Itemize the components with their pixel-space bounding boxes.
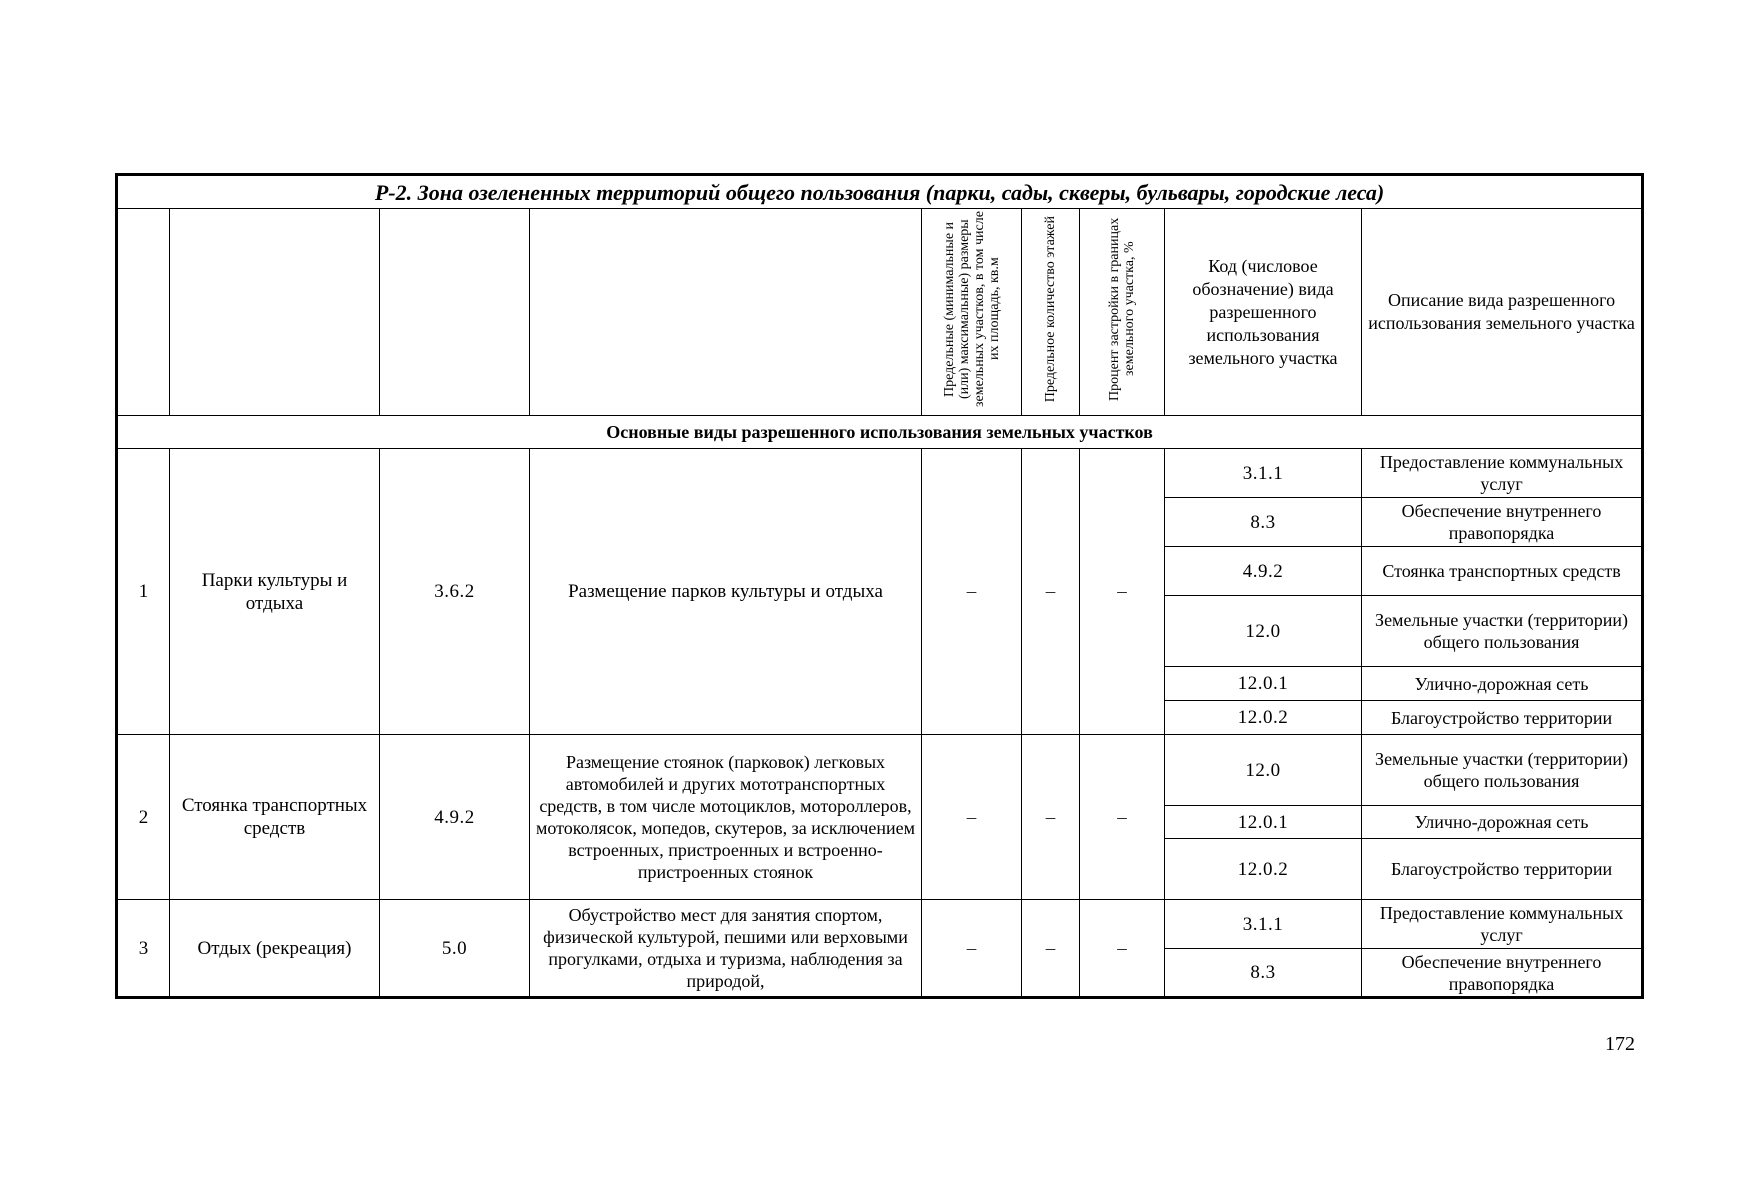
sub-code: 12.0 — [1165, 735, 1362, 806]
row-number: 1 — [117, 449, 170, 735]
row-code: 5.0 — [380, 900, 530, 998]
sub-code: 3.1.1 — [1165, 449, 1362, 498]
sub-description: Предоставление коммунальных услуг — [1362, 900, 1643, 949]
sub-code: 8.3 — [1165, 949, 1362, 998]
sub-description: Предоставление коммунальных услуг — [1362, 449, 1643, 498]
sub-code: 12.0 — [1165, 596, 1362, 667]
header-floors-limit: Предельное количество этажей — [1022, 209, 1080, 416]
sub-description: Улично-дорожная сеть — [1362, 667, 1643, 701]
header-empty-num — [117, 209, 170, 416]
row-code: 4.9.2 — [380, 735, 530, 900]
page-number: 172 — [1605, 1033, 1635, 1055]
header-empty-code — [380, 209, 530, 416]
table-row — [117, 735, 1643, 806]
header-use-description: Описание вида разрешенного использования земельного участка — [1362, 209, 1643, 416]
sub-code: 12.0.2 — [1165, 701, 1362, 735]
row-percent: – — [1080, 900, 1165, 998]
row-floors: – — [1022, 900, 1080, 998]
sub-description: Обеспечение внутреннего правопорядка — [1362, 949, 1643, 998]
row-number: 3 — [117, 900, 170, 998]
sub-code: 8.3 — [1165, 498, 1362, 547]
sub-description: Благоустройство территории — [1362, 839, 1643, 900]
row-floors: – — [1022, 449, 1080, 735]
table-title: Р-2. Зона озелененных территорий общего пользования (парки, сады, скверы, бульвары, городские леса) — [117, 175, 1643, 209]
sub-code: 4.9.2 — [1165, 547, 1362, 596]
row-area: – — [922, 735, 1022, 900]
row-description: Обустройство мест для занятия спортом, физической культурой, пешими или верховыми прогулками, отдыха и туризма, наблюдения за природой, — [530, 900, 922, 998]
row-description: Размещение стоянок (парковок) легковых автомобилей и других мототранспортных средств, в том числе мотоциклов, мотороллеров, мотоколясок, мопедов, скутеров, за исключением встроенных, пристроенных и встроенно-пристроенных стоянок — [530, 735, 922, 900]
row-description: Размещение парков культуры и отдыха — [530, 449, 922, 735]
sub-code: 3.1.1 — [1165, 900, 1362, 949]
zone-table-container — [115, 173, 1641, 999]
sub-description: Благоустройство территории — [1362, 701, 1643, 735]
table-row — [117, 900, 1643, 949]
sub-code: 12.0.1 — [1165, 806, 1362, 839]
sub-code: 12.0.1 — [1165, 667, 1362, 701]
header-empty-description — [530, 209, 922, 416]
header-area-limits: Предельные (минимальные и (или) максимальные) размеры земельных участков, в том числе их площадь, кв.м — [922, 209, 1022, 416]
sub-description: Улично-дорожная сеть — [1362, 806, 1643, 839]
row-area: – — [922, 449, 1022, 735]
header-row — [117, 209, 1643, 416]
row-floors: – — [1022, 735, 1080, 900]
row-percent: – — [1080, 735, 1165, 900]
row-number: 2 — [117, 735, 170, 900]
row-percent: – — [1080, 449, 1165, 735]
sub-description: Земельные участки (территории) общего пользования — [1362, 596, 1643, 667]
row-name: Стоянка транспортных средств — [170, 735, 380, 900]
header-empty-name — [170, 209, 380, 416]
sub-description: Обеспечение внутреннего правопорядка — [1362, 498, 1643, 547]
section-heading: Основные виды разрешенного использования земельных участков — [117, 416, 1643, 449]
header-build-percent: Процент застройки в границах земельного участка, % — [1080, 209, 1165, 416]
row-name: Отдых (рекреация) — [170, 900, 380, 998]
sub-code: 12.0.2 — [1165, 839, 1362, 900]
header-use-code: Код (числовое обозначение) вида разрешенного использования земельного участка — [1165, 209, 1362, 416]
table-row — [117, 449, 1643, 498]
row-code: 3.6.2 — [380, 449, 530, 735]
row-name: Парки культуры и отдыха — [170, 449, 380, 735]
sub-description: Стоянка транспортных средств — [1362, 547, 1643, 596]
row-area: – — [922, 900, 1022, 998]
sub-description: Земельные участки (территории) общего пользования — [1362, 735, 1643, 806]
zone-table — [115, 173, 1644, 999]
